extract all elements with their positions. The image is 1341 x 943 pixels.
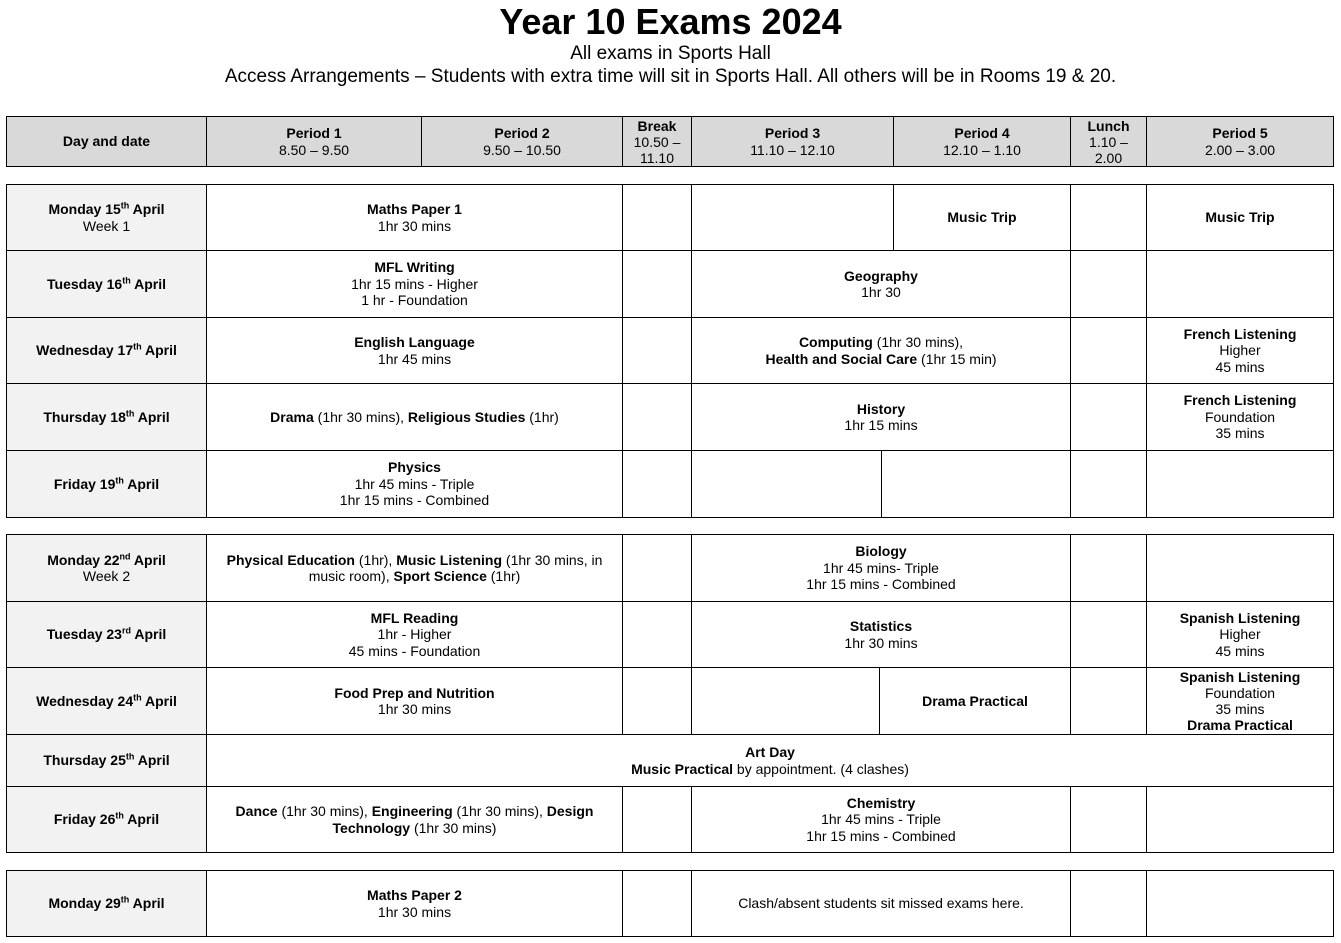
- col-header-period-4: Period 4 12.10 – 1.10: [893, 116, 1071, 167]
- exam-cell: Physics 1hr 45 mins - Triple 1hr 15 mins - Combined: [206, 450, 623, 518]
- break-cell: [622, 450, 692, 518]
- day-cell: Thursday 18th April: [6, 383, 207, 451]
- empty-cell: [881, 450, 1071, 518]
- col-header-period-5: Period 5 2.00 – 3.00: [1146, 116, 1334, 167]
- exam-cell: French Listening Foundation 35 mins: [1146, 383, 1334, 451]
- day-cell: Tuesday 23rd April: [6, 601, 207, 668]
- exam-cell: Biology 1hr 45 mins- Triple 1hr 15 mins - Combined: [691, 534, 1071, 602]
- exam-cell: Chemistry 1hr 45 mins - Triple 1hr 15 mins - Combined: [691, 786, 1071, 853]
- day-cell: Monday 22nd April Week 2: [6, 534, 207, 602]
- exam-cell: Music Trip: [893, 184, 1071, 251]
- empty-cell: [1146, 450, 1334, 518]
- day-cell: Tuesday 16th April: [6, 250, 207, 318]
- exam-cell: Dance (1hr 30 mins), Engineering (1hr 30 mins), Design Technology (1hr 30 mins): [206, 786, 623, 853]
- break-cell: [622, 870, 692, 937]
- day-cell: Monday 15th April Week 1: [6, 184, 207, 251]
- exam-cell: MFL Writing 1hr 15 mins - Higher 1 hr - Foundation: [206, 250, 623, 318]
- exam-cell: Physical Education (1hr), Music Listening (1hr 30 mins, in music room), Sport Science (1hr): [206, 534, 623, 602]
- exam-cell: MFL Reading 1hr - Higher 45 mins - Foundation: [206, 601, 623, 668]
- col-header-period-3: Period 3 11.10 – 12.10: [691, 116, 894, 167]
- day-cell: Thursday 25th April: [6, 734, 207, 787]
- col-header-period-1: Period 1 8.50 – 9.50: [206, 116, 422, 167]
- exam-cell: Art Day Music Practical by appointment. (4 clashes): [206, 734, 1334, 787]
- break-cell: [622, 184, 692, 251]
- empty-cell: [691, 184, 894, 251]
- break-cell: [622, 667, 692, 735]
- lunch-cell: [1070, 667, 1147, 735]
- exam-cell: Music Trip: [1146, 184, 1334, 251]
- lunch-cell: [1070, 383, 1147, 451]
- page-title: Year 10 Exams 2024: [499, 1, 842, 42]
- exam-cell: History 1hr 15 mins: [691, 383, 1071, 451]
- access-note: Access Arrangements – Students with extra time will sit in Sports Hall. All others will be in Rooms 19 & 20.: [224, 66, 1117, 87]
- subtitle: All exams in Sports Hall: [570, 43, 771, 64]
- day-cell: Wednesday 24th April: [6, 667, 207, 735]
- day-cell: Wednesday 17th April: [6, 317, 207, 384]
- empty-cell: [1146, 786, 1334, 853]
- lunch-cell: [1070, 870, 1147, 937]
- lunch-cell: [1070, 184, 1147, 251]
- empty-cell: [1146, 870, 1334, 937]
- empty-cell: [691, 450, 882, 518]
- break-cell: [622, 601, 692, 668]
- col-header-break: Break 10.50 – 11.10: [622, 116, 692, 167]
- exam-cell: French Listening Higher 45 mins: [1146, 317, 1334, 384]
- col-header-day: Day and date: [6, 116, 207, 167]
- lunch-cell: [1070, 317, 1147, 384]
- exam-cell: Geography 1hr 30: [691, 250, 1071, 318]
- break-cell: [622, 250, 692, 318]
- break-cell: [622, 534, 692, 602]
- note-cell: Clash/absent students sit missed exams here.: [691, 870, 1071, 937]
- exam-cell: Computing (1hr 30 mins), Health and Social Care (1hr 15 min): [691, 317, 1071, 384]
- day-cell: Monday 29th April: [6, 870, 207, 937]
- day-cell: Friday 19th April: [6, 450, 207, 518]
- empty-cell: [1146, 534, 1334, 602]
- exam-cell: Spanish Listening Higher 45 mins: [1146, 601, 1334, 668]
- day-cell: Friday 26th April: [6, 786, 207, 853]
- col-header-period-2: Period 2 9.50 – 10.50: [421, 116, 623, 167]
- lunch-cell: [1070, 450, 1147, 518]
- exam-cell: Food Prep and Nutrition 1hr 30 mins: [206, 667, 623, 735]
- exam-cell: English Language 1hr 45 mins: [206, 317, 623, 384]
- empty-cell: [1146, 250, 1334, 318]
- exam-cell: Spanish Listening Foundation 35 mins Drama Practical: [1146, 667, 1334, 735]
- col-header-lunch: Lunch 1.10 – 2.00: [1070, 116, 1147, 167]
- exam-cell: Maths Paper 2 1hr 30 mins: [206, 870, 623, 937]
- lunch-cell: [1070, 534, 1147, 602]
- exam-cell: Drama (1hr 30 mins), Religious Studies (1hr): [206, 383, 623, 451]
- empty-cell: [691, 667, 880, 735]
- lunch-cell: [1070, 601, 1147, 668]
- exam-cell: Drama Practical: [879, 667, 1071, 735]
- break-cell: [622, 383, 692, 451]
- lunch-cell: [1070, 786, 1147, 853]
- lunch-cell: [1070, 250, 1147, 318]
- break-cell: [622, 317, 692, 384]
- exam-cell: Maths Paper 1 1hr 30 mins: [206, 184, 623, 251]
- break-cell: [622, 786, 692, 853]
- exam-cell: Statistics 1hr 30 mins: [691, 601, 1071, 668]
